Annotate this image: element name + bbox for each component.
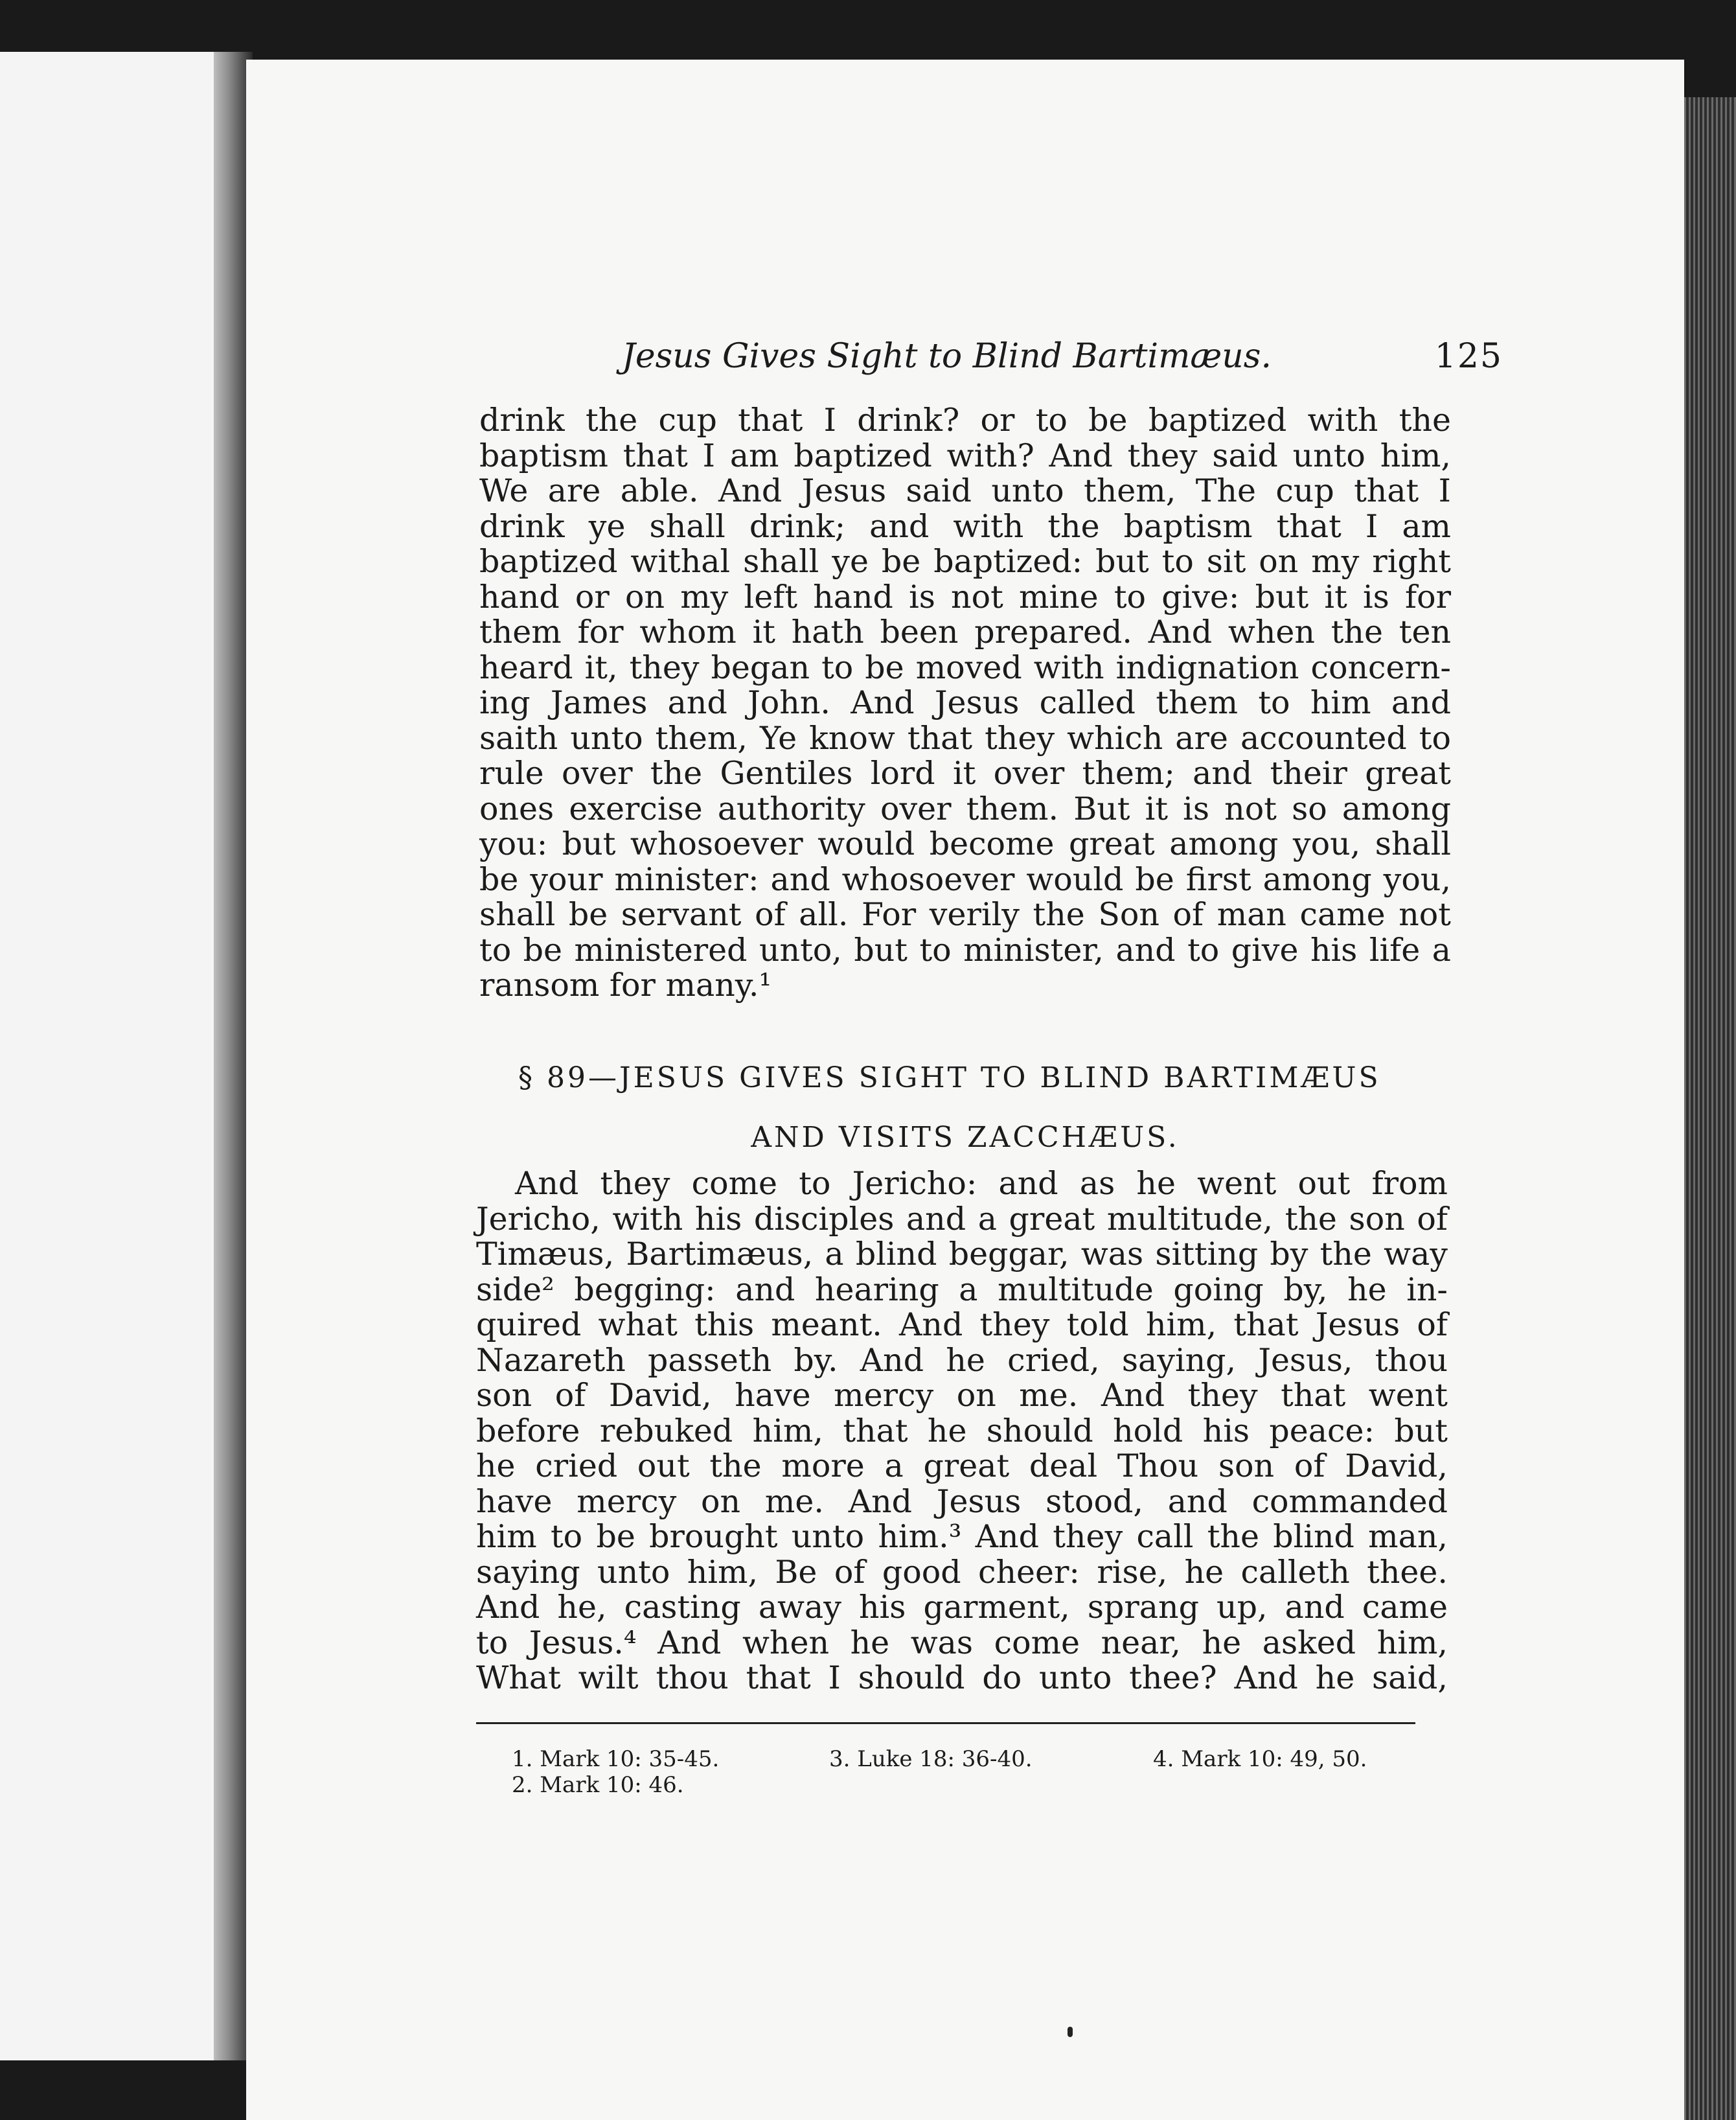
- text-line: ones exercise authority over them. But it is not so among: [479, 790, 1451, 827]
- text-line: What wilt thou that I should do unto thee? And he said,: [476, 1659, 1448, 1696]
- text-line: And they come to Jericho: and as he went out from: [515, 1165, 1448, 1202]
- page-number: 125: [1434, 337, 1503, 376]
- text-line: baptized withal shall ye be baptized: but to sit on my right: [479, 543, 1451, 580]
- text-line-last: ransom for many.¹: [479, 967, 772, 1004]
- text-line: him to be brought unto him.³ And they call the blind man,: [476, 1518, 1448, 1555]
- text-line: side² begging: and hearing a multitude going by, he in-: [476, 1271, 1448, 1308]
- text-line: you: but whosoever would become great among you, shall: [479, 825, 1451, 862]
- section-heading-continued: AND VISITS ZACCHÆUS.: [751, 1121, 1180, 1154]
- text-line: rule over the Gentiles lord it over them; and their great: [479, 755, 1451, 792]
- text-line: he cried out the more a great deal Thou son of David,: [476, 1447, 1448, 1484]
- text-line: saying unto him, Be of good cheer: rise, he calleth thee.: [476, 1553, 1448, 1591]
- text-line: be your minister: and whosoever would be first among you,: [479, 860, 1451, 898]
- text-line: Nazareth passeth by. And he cried, saying, Jesus, thou: [476, 1341, 1448, 1379]
- text-line: have mercy on me. And Jesus stood, and commanded: [476, 1482, 1448, 1520]
- text-line: to be ministered unto, but to minister, and to give his life a: [479, 931, 1451, 969]
- text-line: to Jesus.⁴ And when he was come near, he asked him,: [476, 1624, 1448, 1661]
- text-line: quired what this meant. And they told him, that Jesus of: [476, 1306, 1448, 1343]
- text-line: son of David, have mercy on me. And they that went: [476, 1377, 1448, 1414]
- text-line: drink the cup that I drink? or to be baptized with the: [479, 402, 1451, 439]
- facing-page: [0, 52, 214, 2060]
- text-line: baptism that I am baptized with? And they said unto him,: [479, 437, 1451, 474]
- page-edges: [1684, 97, 1736, 2120]
- footnote-4: 4. Mark 10: 49, 50.: [1153, 1746, 1367, 1772]
- section-paragraph: [476, 1166, 1448, 1696]
- footnote-3: 3. Luke 18: 36-40.: [829, 1746, 1033, 1772]
- text-line: Timæus, Bartimæus, a blind beggar, was sitting by the way: [476, 1236, 1448, 1273]
- text-line: And he, casting away his garment, sprang up, and came: [476, 1589, 1448, 1626]
- text-line: shall be servant of all. For verily the Son of man came not: [479, 896, 1451, 933]
- footnote-1: 1. Mark 10: 35-45.: [512, 1746, 720, 1772]
- text-line: before rebuked him, that he should hold his peace: but: [476, 1412, 1448, 1449]
- text-line: heard it, they began to be moved with indignation concern-: [479, 649, 1451, 686]
- text-line: drink ye shall drink; and with the baptism that I am: [479, 507, 1451, 545]
- text-line: saith unto them, Ye know that they which are accounted to: [479, 719, 1451, 757]
- section-heading: § 89—JESUS GIVES SIGHT TO BLIND BARTIMÆUS: [518, 1061, 1381, 1094]
- footnote-2: 2. Mark 10: 46.: [512, 1772, 684, 1798]
- text-line: hand or on my left hand is not mine to give: but it is for: [479, 578, 1451, 616]
- footnote-rule: [476, 1722, 1415, 1724]
- running-title: Jesus Gives Sight to Blind Bartimæus.: [622, 337, 1272, 376]
- running-head: [622, 337, 1503, 376]
- text-line: Jericho, with his disciples and a great multitude, the son of: [476, 1200, 1448, 1238]
- text-line: ing James and John. And Jesus called them to him and: [479, 684, 1451, 721]
- printer-mark: [1068, 2027, 1073, 2037]
- text-line: them for whom it hath been prepared. And when the ten: [479, 614, 1451, 651]
- text-line: We are able. And Jesus said unto them, The cup that I: [479, 472, 1451, 509]
- top-paragraph: [479, 403, 1451, 1004]
